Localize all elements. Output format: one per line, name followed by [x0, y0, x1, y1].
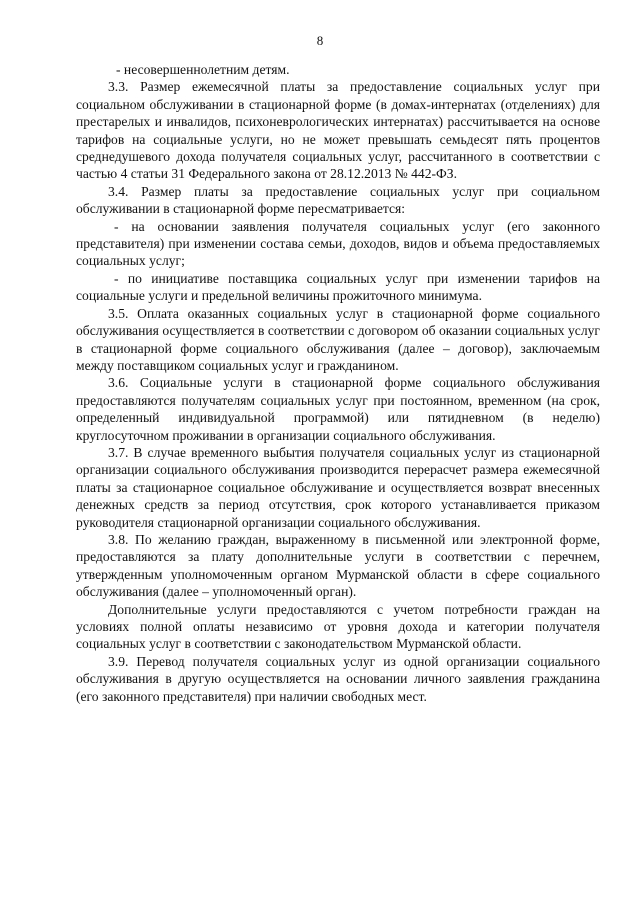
paragraph-3-5: 3.5. Оплата оказанных социальных услуг в стационарной форме социального обслуживания осуществляется в соответствии с договором об оказании социальных услуг в стационарной форме социального обслуживания (далее – договор), заключаемым между поставщиком социальных услуг и гражданином. — [76, 305, 600, 373]
paragraph-3-4-item-2: - по инициативе поставщика социальных услуг при изменении тарифов на социальные услуги и предельной величины прожиточного минимума. — [76, 270, 600, 304]
paragraph-3-6: 3.6. Социальные услуги в стационарной форме социального обслуживания предоставляются получателям социальных услуг при постоянном, временном (на срок, определенный индивидуальной программой) или пятидневном (в неделю) круглосуточном проживании в организации социального обслуживания. — [76, 375, 600, 443]
paragraph-3-8: 3.8. По желанию граждан, выраженному в письменной или электронной форме, предоставляются за плату дополнительные услуги в соответствии с перечнем, утвержденным уполномоченным органом Мурманской области в сфере социального обслуживания (далее – уполномоченный орган). — [76, 531, 600, 600]
paragraph-3-4: 3.4. Размер платы за предоставление социальных услуг при социальном обслуживании в стационарной форме пересматривается: — [76, 183, 600, 217]
paragraph-3-4-item-1: - на основании заявления получателя социальных услуг (его законного представителя) при изменении состава семьи, доходов, видов и объема предоставляемых социальных услуг; — [76, 218, 600, 269]
paragraph-3-9: 3.9. Перевод получателя социальных услуг из одной организации социального обслуживания в другую осуществляется на основании личного заявления гражданина (его законного представителя) при наличии свободных мест. — [76, 653, 600, 704]
page-number: 8 — [316, 33, 324, 48]
paragraph-list-item-minors: - несовершеннолетним детям. — [116, 62, 290, 77]
document-body — [76, 61, 600, 705]
paragraph-3-7: 3.7. В случае временного выбытия получателя социальных услуг из стационарной организации социального обслуживания производится перерасчет размера ежемесячной платы за стационарное социальное обслуживание и осуществляется возврат внесенных денежных средств за период отсутствия, срок которого устанавливается приказом руководителя стационарной организации социального обслуживания. — [76, 444, 600, 530]
paragraph-3-3: 3.3. Размер ежемесячной платы за предоставление социальных услуг при социальном обслуживании в стационарной форме (в домах-интернатах (отделениях) для престарелых и инвалидов, психоневрологических интернатах) рассчитывается на основе тарифов на социальные услуги, но не может превышать семьдесят пять процентов среднедушевого дохода получателя социальных услуг, рассчитанного в соответствии с частью 4 статьи 31 Федерального закона от 28.12.2013 № 442-ФЗ. — [76, 79, 600, 182]
paragraph-additional-services: Дополнительные услуги предоставляются с учетом потребности граждан на условиях полной оплаты независимо от уровня дохода и категории получателя социальных услуг в соответствии с законодательством Мурманской области. — [76, 601, 600, 652]
